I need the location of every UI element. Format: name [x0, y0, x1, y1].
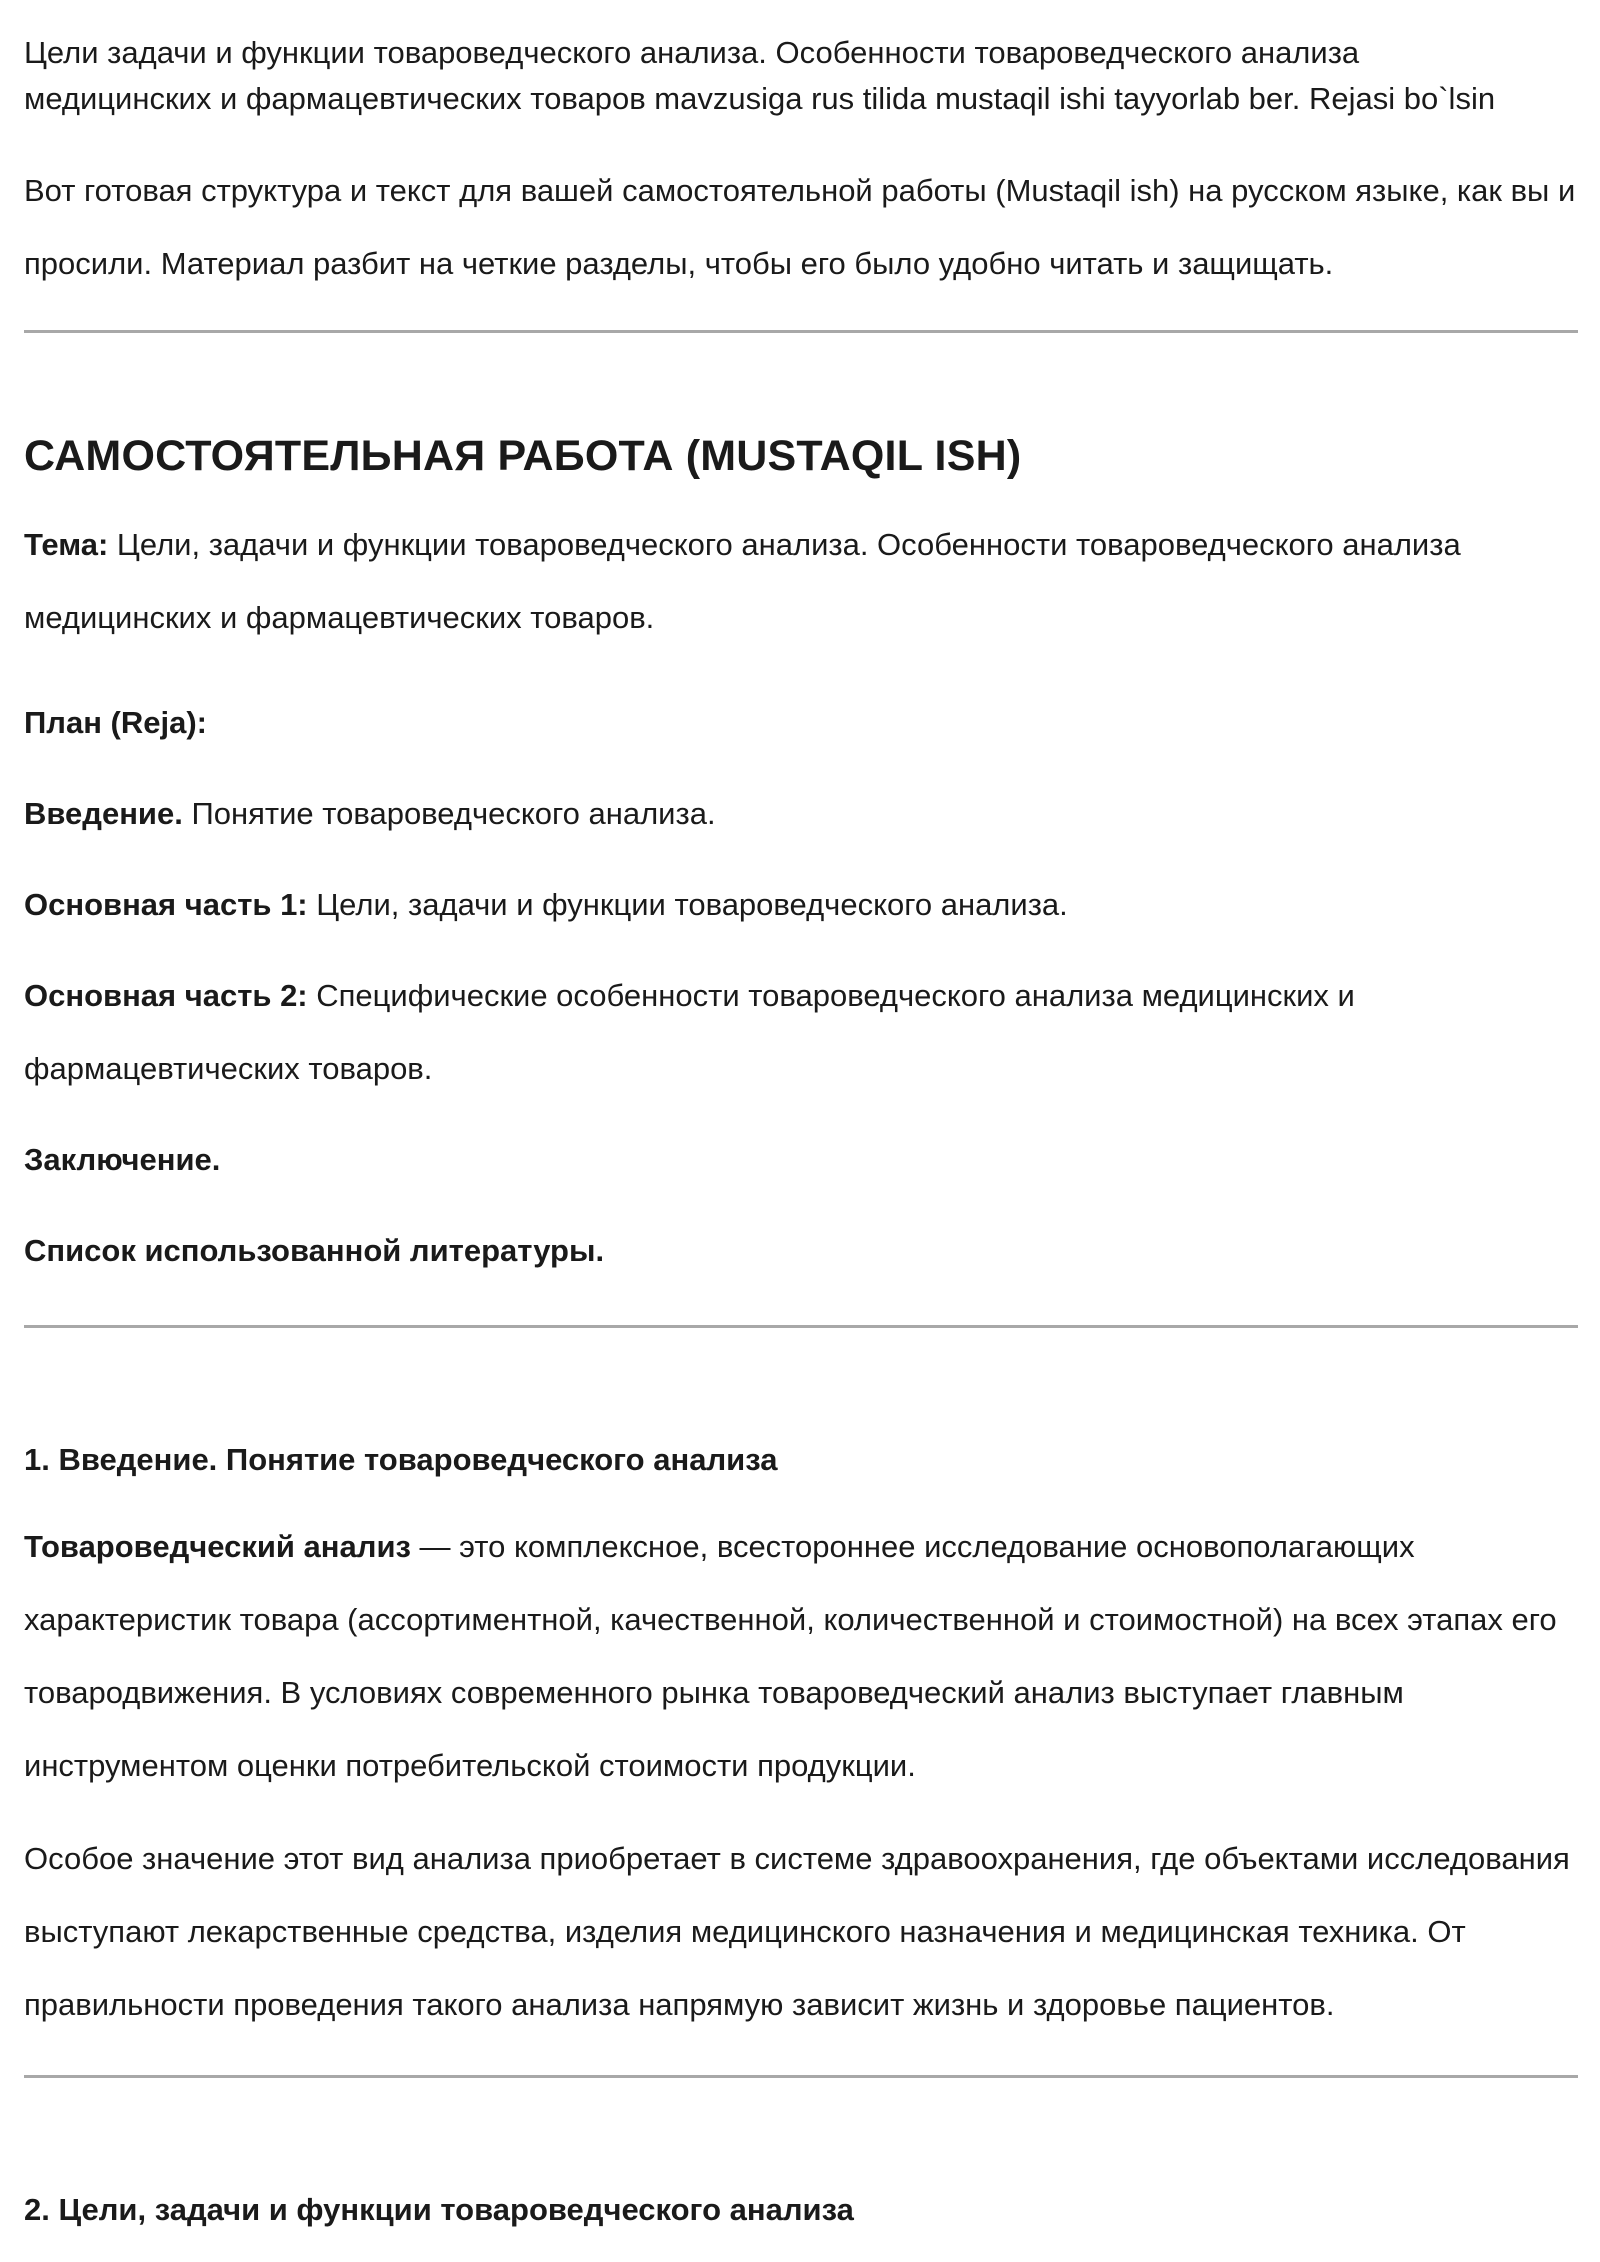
plan-item-text: Специфические особенности товароведческого анализа медицинских и фармацевтических товаров. [24, 978, 1355, 1086]
intro-paragraph: Вот готовая структура и текст для вашей самостоятельной работы (Mustaqil ish) на русском языке, как вы и просили. Материал разбит на четкие разделы, чтобы его было удобно читать и защищать. [24, 173, 1576, 281]
definition-text: — это комплексное, всестороннее исследование основополагающих характеристик товара (ассортиментной, качественной, количественной и стоимостной) на всех этапах его товародвижения. В условиях современного рынка товароведческий анализ выступает главным инструментом оценки потребительской стоимости продукции. [24, 1529, 1557, 1783]
plan-item-main-part-1 [24, 868, 1576, 941]
section-2-heading: 2. Цели, задачи и функции товароведческого анализа [24, 2192, 854, 2227]
plan-item-references [24, 1214, 1576, 1287]
section-1-paragraph-1 [24, 1510, 1576, 1802]
plan-item-label: Список использованной литературы. [24, 1233, 605, 1268]
plan-item-main-part-2 [24, 959, 1576, 1105]
plan-item-label: Введение. [24, 796, 183, 831]
plan-item-text: Понятие товароведческого анализа. [182, 796, 716, 831]
user-prompt-line-1: Цели задачи и функции товароведческого анализа. Особенности товароведческого анализа [24, 35, 1360, 70]
theme-paragraph [24, 508, 1576, 654]
divider [24, 2075, 1578, 2078]
document-title: САМОСТОЯТЕЛЬНАЯ РАБОТА (MUSTAQIL ISH) [24, 432, 1022, 480]
user-prompt-line-2: медицинских и фармацевтических товаров mavzusiga rus tilida mustaqil ishi tayyorlab ber. Rejasi bo`lsin [24, 81, 1496, 116]
plan-item-text: Цели, задачи и функции товароведческого анализа. [307, 887, 1068, 922]
plan-item-label: Основная часть 1: [24, 887, 308, 922]
term-bold: Товароведческий анализ [24, 1529, 411, 1564]
section-1-heading: 1. Введение. Понятие товароведческого анализа [24, 1442, 778, 1477]
plan-item-introduction [24, 777, 1576, 850]
plan-item-conclusion [24, 1123, 1576, 1196]
plan-item-label: Основная часть 2: [24, 978, 308, 1013]
user-prompt [24, 0, 1576, 122]
theme-text: Цели, задачи и функции товароведческого анализа. Особенности товароведческого анализа медицинских и фармацевтических товаров. [24, 527, 1461, 635]
theme-label: Тема: [24, 527, 109, 562]
divider [24, 1325, 1578, 1328]
plan-heading: План (Reja): [24, 705, 208, 740]
divider [24, 330, 1578, 333]
plan-item-label: Заключение. [24, 1142, 221, 1177]
section-1-paragraph-2: Особое значение этот вид анализа приобретает в системе здравоохранения, где объектами исследования выступают лекарственные средства, изделия медицинского назначения и медицинская техника. От правильности проведения такого анализа напрямую зависит жизнь и здоровье пациентов. [24, 1841, 1570, 2022]
